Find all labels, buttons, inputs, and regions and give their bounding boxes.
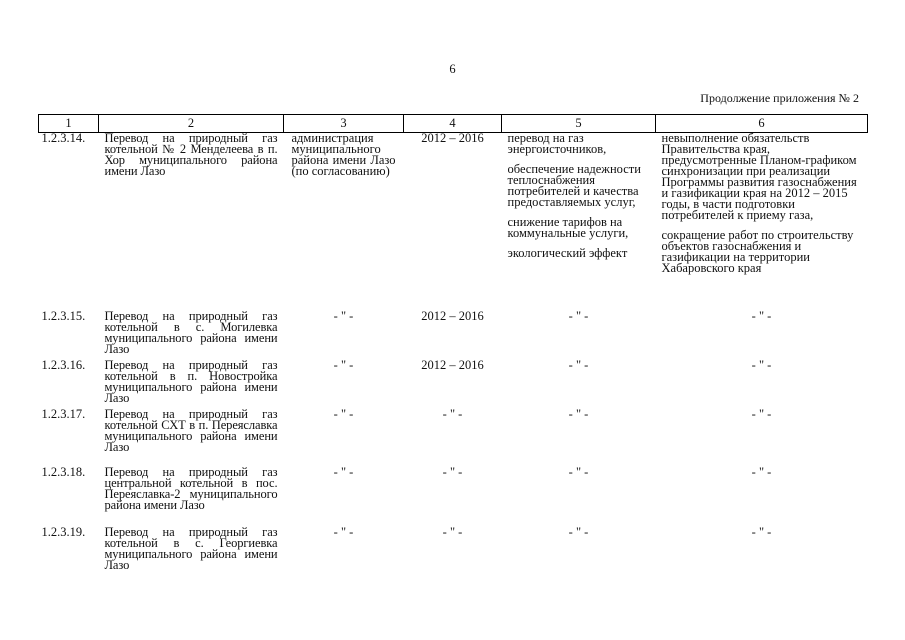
period: 2012 – 2016 bbox=[421, 309, 484, 323]
measure-name: Перевод на природный газ котельной в с. Могилевка муниципального района имени Лазо bbox=[104, 309, 278, 356]
column-header: 3 bbox=[284, 115, 404, 133]
expected-result: - " - bbox=[568, 465, 589, 479]
row-number: 1.2.3.16. bbox=[41, 358, 86, 372]
consequence-item: невыполнение обязательств Правительства края, предусмотренные Планом-графиком синхронизации при реализации Программы развития газоснабжения и газификации края на 2012 – 2015 годы, в части подготовки потребителей к приему газа, bbox=[661, 131, 857, 222]
result-item: обеспечение надежности теплоснабжения потребителей и качества предоставляемых услуг, bbox=[507, 162, 641, 209]
result-item: перевод на газ энергоисточников, bbox=[507, 131, 607, 156]
consequence: - " - bbox=[751, 407, 772, 421]
appendix-table bbox=[38, 114, 868, 577]
executor: - " - bbox=[333, 309, 354, 323]
continuation-label: Продолжение приложения № 2 bbox=[700, 91, 859, 105]
result-item: снижение тарифов на коммунальные услуги, bbox=[507, 215, 629, 240]
column-header: 5 bbox=[502, 115, 656, 133]
expected-result: - " - bbox=[568, 525, 589, 539]
consequence-item: сокращение работ по строительству объектов газоснабжения и газификации на территории Хабаровского края bbox=[661, 228, 854, 275]
executor: - " - bbox=[333, 465, 354, 479]
consequences bbox=[656, 133, 868, 312]
measure-name: Перевод на природный газ котельной СХТ в п. Переяславка муниципального района имени Лазо bbox=[104, 407, 278, 454]
table-row bbox=[39, 409, 868, 467]
table-row bbox=[39, 311, 868, 360]
consequence: - " - bbox=[751, 309, 772, 323]
result-item: экологический эффект bbox=[507, 246, 628, 260]
expected-result: - " - bbox=[568, 309, 589, 323]
measure-name: Перевод на природный газ центральной котельной в пос. Переяславка-2 муниципального района имени Лазо bbox=[104, 465, 278, 512]
period: - " - bbox=[442, 407, 463, 421]
period: - " - bbox=[442, 525, 463, 539]
row-number: 1.2.3.17. bbox=[41, 407, 86, 421]
measure-name: Перевод на природный газ котельной в п. Новостройка муниципального района имени Лазо bbox=[104, 358, 278, 405]
period: 2012 – 2016 bbox=[421, 131, 484, 145]
column-header: 2 bbox=[99, 115, 284, 133]
row-number: 1.2.3.14. bbox=[41, 131, 86, 145]
table-row bbox=[39, 467, 868, 527]
executor: администрация муниципального района имени Лазо (по согласованию) bbox=[291, 131, 396, 178]
page-number: 6 bbox=[449, 62, 456, 76]
measure-name: Перевод на природный газ котельной в с. Георгиевка муниципального района имени Лазо bbox=[104, 525, 278, 572]
table-row bbox=[39, 133, 868, 312]
expected-results bbox=[502, 133, 656, 312]
table-row bbox=[39, 527, 868, 577]
column-header: 4 bbox=[404, 115, 502, 133]
column-number-row bbox=[39, 115, 868, 133]
period: 2012 – 2016 bbox=[421, 358, 484, 372]
table-row bbox=[39, 360, 868, 409]
column-header: 6 bbox=[656, 115, 868, 133]
executor: - " - bbox=[333, 358, 354, 372]
executor: - " - bbox=[333, 525, 354, 539]
expected-result: - " - bbox=[568, 407, 589, 421]
consequence: - " - bbox=[751, 525, 772, 539]
consequence: - " - bbox=[751, 465, 772, 479]
expected-result: - " - bbox=[568, 358, 589, 372]
column-header: 1 bbox=[39, 115, 99, 133]
row-number: 1.2.3.15. bbox=[41, 309, 86, 323]
executor: - " - bbox=[333, 407, 354, 421]
consequence: - " - bbox=[751, 358, 772, 372]
period: - " - bbox=[442, 465, 463, 479]
row-number: 1.2.3.19. bbox=[41, 525, 86, 539]
row-number: 1.2.3.18. bbox=[41, 465, 86, 479]
measure-name: Перевод на природный газ котельной № 2 Менделеева в п. Хор муниципального района имени Лазо bbox=[104, 131, 278, 178]
